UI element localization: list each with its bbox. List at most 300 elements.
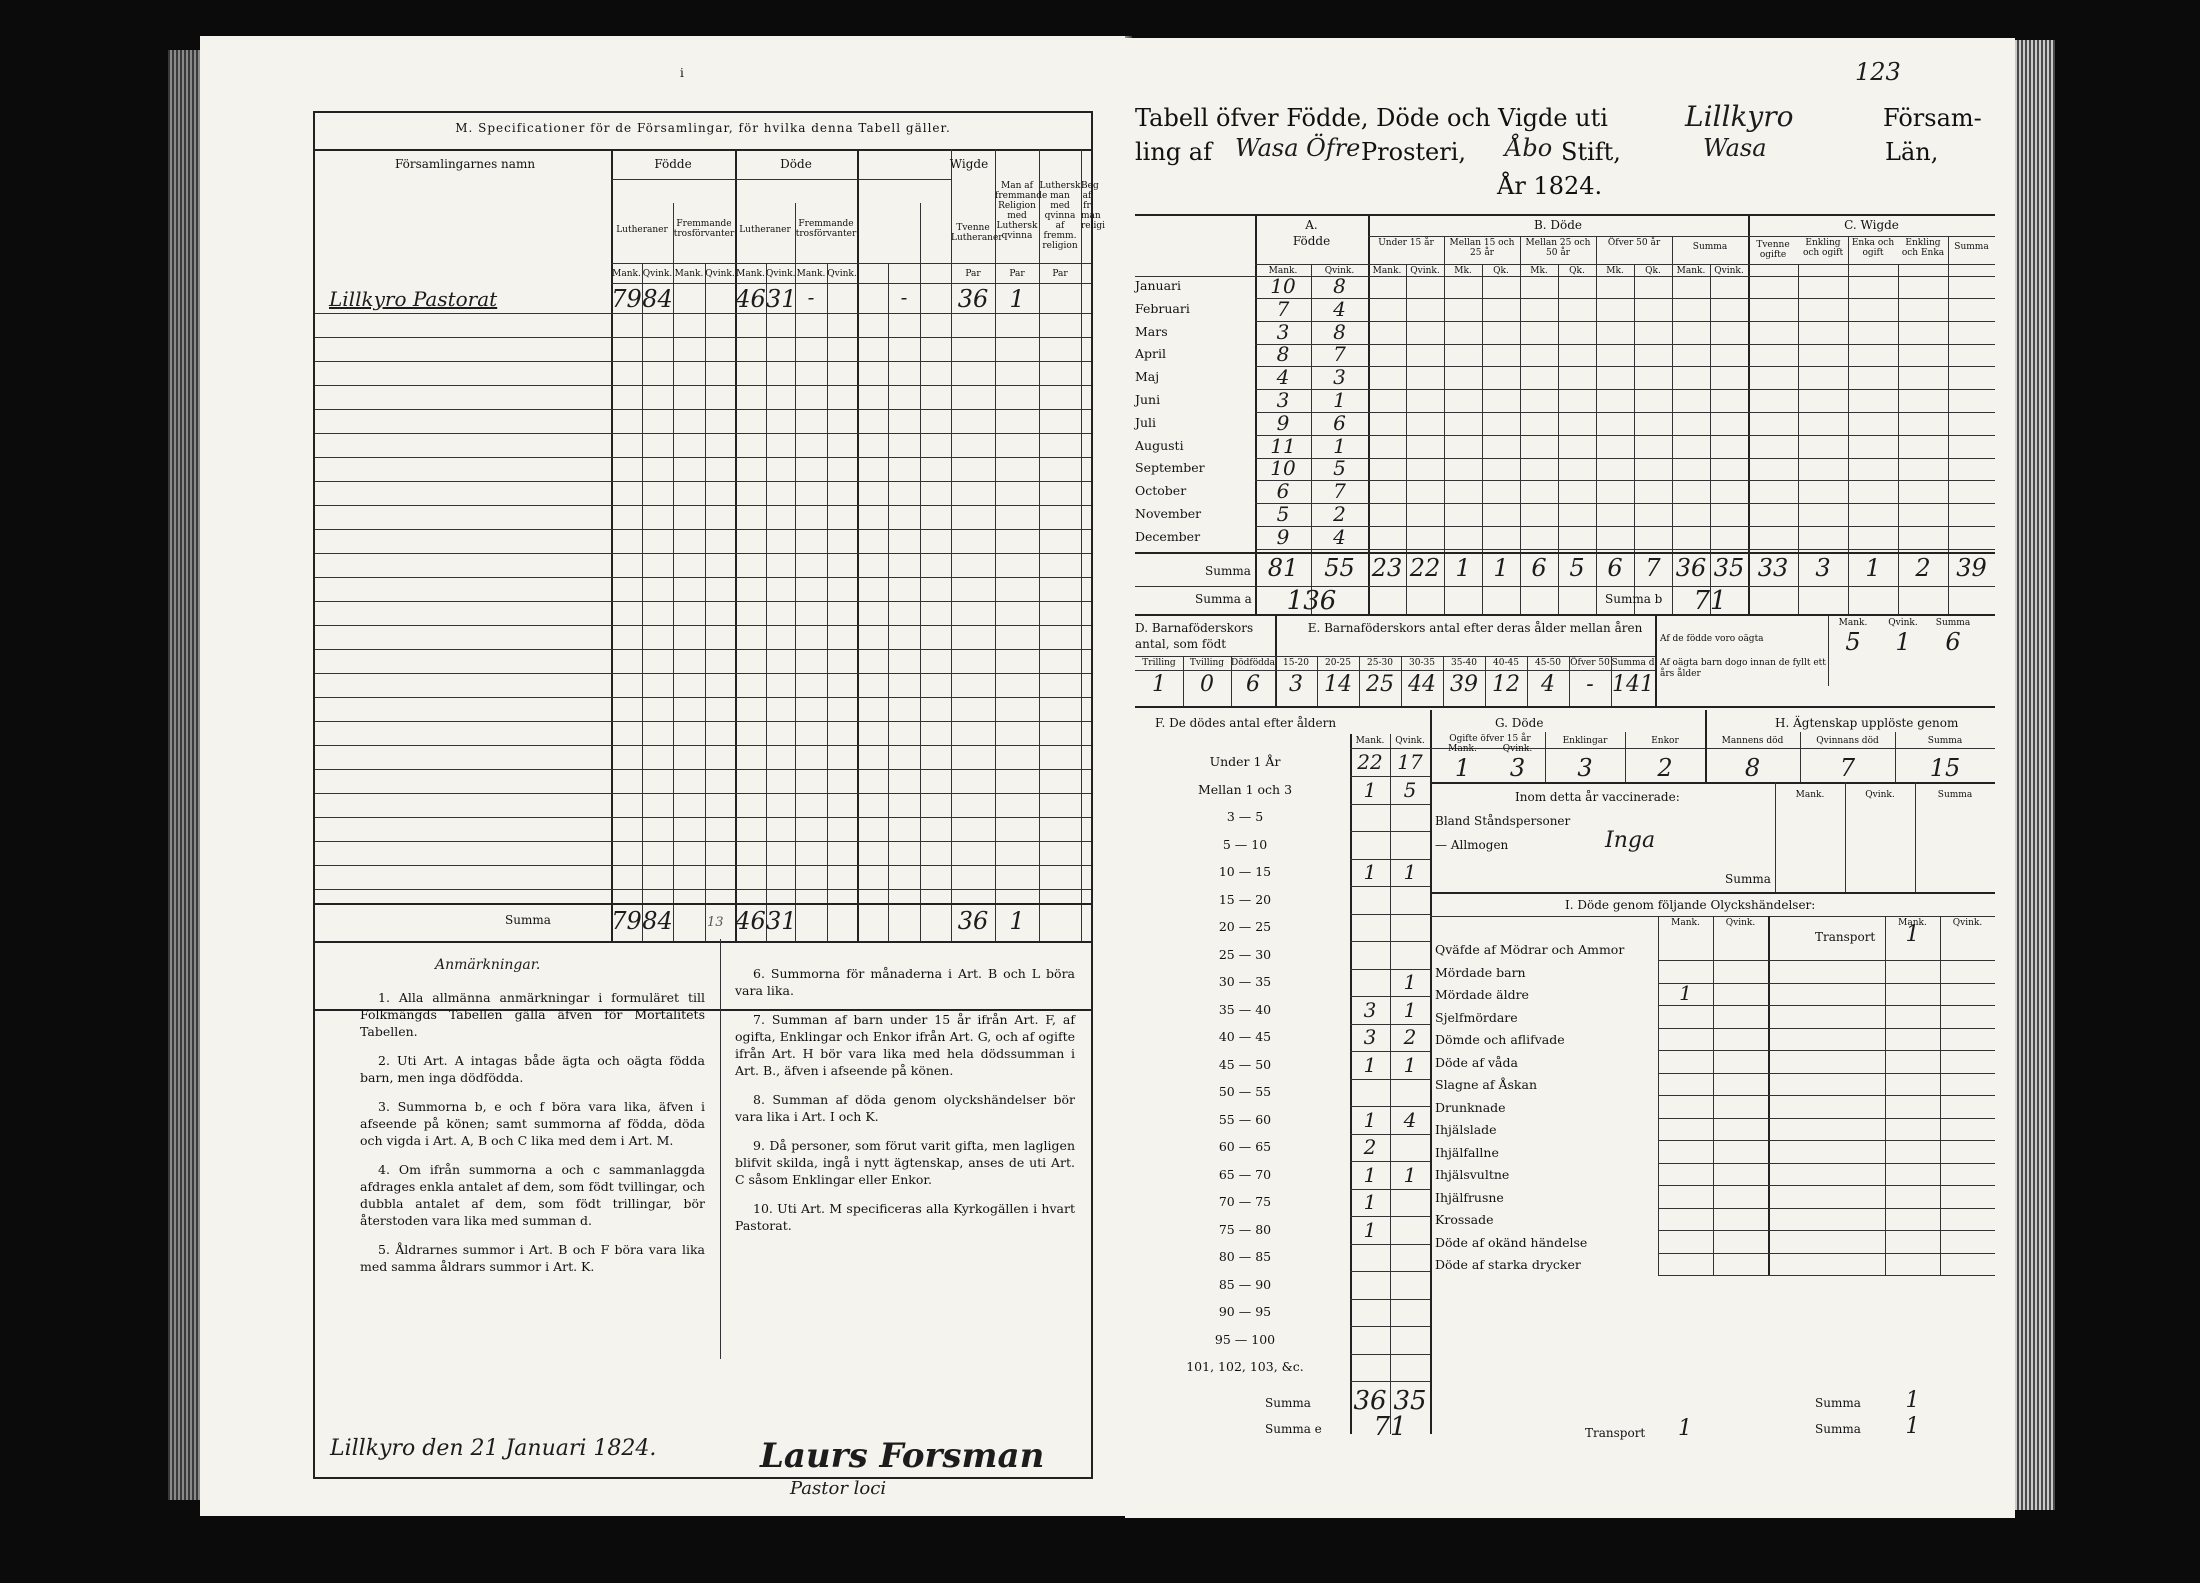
row-line: [1350, 1079, 1430, 1080]
vacc-summa: Summa: [1725, 872, 1771, 886]
sum-value: 1: [1493, 554, 1509, 582]
col-qvink: Qvink.: [1502, 744, 1533, 754]
d-value: 6: [1246, 672, 1260, 697]
accident-label: Mördade barn: [1435, 964, 1526, 980]
e-value: 39: [1450, 672, 1478, 697]
month-label: September: [1135, 460, 1205, 476]
col-mank: Mank.: [1355, 736, 1385, 746]
row-line: [1658, 1208, 1995, 1209]
e-value: -: [1586, 672, 1594, 697]
left-book-edge: [168, 50, 200, 1500]
a-qvink-value: 6: [1333, 410, 1346, 435]
row-line: [1658, 1230, 1995, 1231]
f-mank-value: 22: [1357, 750, 1383, 774]
sum-value: 55: [1324, 554, 1355, 582]
e-col: 45-50: [1535, 658, 1561, 668]
row-line: [1350, 941, 1430, 942]
col-mank: Mank.: [674, 269, 704, 279]
age-label: 101, 102, 103, &c.: [1186, 1359, 1304, 1374]
e-col: 15-20: [1283, 658, 1309, 668]
col-summa: Summa: [1937, 790, 1973, 800]
b-col: Under 15 år: [1378, 238, 1434, 248]
col-par: Par: [1052, 269, 1068, 279]
note: 6. Summorna för månaderna i Art. B och L böra vara lika.: [735, 966, 1075, 998]
age-label: 25 — 30: [1218, 946, 1272, 962]
dash: -: [807, 285, 815, 309]
f-mank-value: 2: [1363, 1135, 1377, 1159]
sec-h: H. Ägtenskap upplöste genom: [1775, 716, 1959, 730]
row-line: [1658, 1050, 1995, 1051]
col-sub: Qk.: [1493, 266, 1509, 276]
e-value: 141: [1612, 672, 1654, 697]
row-line: [1350, 1381, 1430, 1382]
g-enkor: 2: [1657, 754, 1673, 782]
signature-title: Pastor loci: [790, 1478, 887, 1499]
sec-e: E. Barnaföderskors antal efter deras ålder mellan åren: [1307, 621, 1643, 635]
sum-value: 35: [1713, 554, 1745, 582]
f-qvink-value: 4: [1403, 1107, 1417, 1132]
age-label: 65 — 70: [1218, 1166, 1272, 1182]
month-label: Juni: [1135, 392, 1161, 407]
e-col: Öfver 50: [1570, 658, 1610, 668]
i-summa-label: Summa: [1815, 1422, 1861, 1436]
summa-a-value: 136: [1286, 586, 1337, 616]
note: 10. Uti Art. M specificeras alla Kyrkogällen i hvart Pastorat.: [735, 1201, 1075, 1233]
f-summa-qvink: 35: [1393, 1386, 1427, 1416]
f-qvink-value: 1: [1403, 1162, 1417, 1187]
sum-value: 5: [1569, 554, 1585, 582]
g-enklingar: 3: [1577, 754, 1593, 782]
lan-label: Län,: [1885, 138, 1939, 166]
ruled-line: [315, 745, 1091, 746]
f-qvink-value: 5: [1403, 777, 1417, 802]
sum-value: 81: [1267, 554, 1299, 582]
col-qvink: Qvink.: [705, 269, 735, 279]
h-summa: 15: [1929, 754, 1961, 782]
accident-label: Döde af okänd händelse: [1435, 1234, 1588, 1250]
ruled-line: [315, 625, 1091, 626]
left-page: [200, 36, 1125, 1516]
a-mank-value: 11: [1270, 433, 1296, 458]
col-sub: Qvink.: [1714, 266, 1744, 276]
c-col: Enkling och ogift: [1802, 238, 1844, 258]
g-qvink: 3: [1509, 754, 1526, 782]
row-line: [1658, 1118, 1995, 1119]
sec-d: D. Barnaföderskors antal, som födt: [1135, 621, 1254, 651]
parish-handwritten: Lillkyro: [1685, 100, 1794, 133]
f-mank-value: 3: [1363, 1025, 1377, 1049]
vacc-row: — Allmogen: [1435, 838, 1509, 852]
h-col: Summa: [1927, 736, 1963, 746]
a-mank-value: 10: [1270, 456, 1296, 481]
row-line: [1658, 1073, 1995, 1074]
row-line: [1350, 1354, 1430, 1355]
summa-fodde-qvink: 84: [642, 907, 673, 935]
a-qvink-value: 5: [1333, 456, 1346, 481]
i-summa-value: 1: [1905, 1388, 1920, 1413]
ruled-line: [315, 841, 1091, 842]
ruled-line: [315, 337, 1091, 338]
luthersk-man-header: Luthersk man med qvinna af fremm. religion: [1039, 181, 1081, 251]
e-value: 25: [1366, 672, 1394, 697]
accident-mank: 1: [1679, 981, 1692, 1005]
e-value: 44: [1408, 672, 1436, 697]
c-col: Enka och ogift: [1851, 238, 1895, 258]
note: 5. Åldrarnes summor i Art. B och F böra vara lika med samma åldrars summor i Art. K.: [360, 1242, 705, 1274]
f-qvink-value: 2: [1403, 1025, 1417, 1049]
month-label: Augusti: [1135, 437, 1184, 453]
a-mank-value: 9: [1276, 524, 1290, 549]
a-mank-value: 4: [1276, 365, 1290, 390]
a-mank-value: 3: [1276, 388, 1290, 412]
col-mank: Mank.: [736, 269, 765, 279]
parish-header: Församlingarnes namn: [394, 157, 536, 171]
accident-label: Sjelfmördare: [1435, 1009, 1518, 1025]
f-mank-value: 1: [1363, 1190, 1377, 1214]
g-col: Enkor: [1651, 736, 1679, 746]
month-label: April: [1135, 346, 1166, 362]
col-mank: Mank.: [1838, 618, 1868, 628]
f-summa-mank: 36: [1353, 1386, 1387, 1416]
f-mank-value: 1: [1363, 777, 1377, 802]
col-sub: Qvink.: [1324, 266, 1355, 276]
row-line: [1658, 1163, 1995, 1164]
summa-dode-qvink: 31: [766, 907, 797, 935]
a-qvink-value: 2: [1333, 502, 1346, 526]
ruled-line: [315, 649, 1091, 650]
prosteri-handwritten: Wasa Öfre: [1235, 134, 1361, 162]
vacc-row: Bland Ståndspersoner: [1435, 814, 1571, 828]
age-label: Under 1 År: [1209, 754, 1281, 769]
month-label: December: [1135, 528, 1201, 544]
dode-mank-value: 46: [735, 285, 766, 313]
month-label: October: [1135, 483, 1187, 499]
col-qvink: Qvink.: [1725, 918, 1756, 928]
summa-fodde-mank: 79: [611, 907, 642, 935]
sec-a-label: Födde: [1292, 234, 1331, 248]
f-qvink-value: 17: [1397, 750, 1423, 774]
row-line: [1658, 1095, 1995, 1096]
age-label: 3 — 5: [1226, 809, 1264, 824]
signature: Laurs Forsman: [760, 1436, 1045, 1476]
row-line: [1658, 1185, 1995, 1186]
sum-value: 1: [1865, 554, 1881, 582]
c-col: Enkling och Enka: [1901, 238, 1945, 258]
e-col: Summa d: [1611, 658, 1655, 668]
ruled-line: [315, 673, 1091, 674]
col-par: Par: [965, 269, 981, 279]
age-label: 60 — 65: [1218, 1139, 1272, 1154]
e-value: 3: [1289, 672, 1303, 697]
note: 7. Summan af barn under 15 år ifrån Art. F, af ogifta, Enklingar och Enkor ifrån Art. G, och af ogifte ifrån Art. H bör vara lika med hela dödssumman i Art. B., äfven i afseende på könen.: [735, 1012, 1075, 1078]
note: 8. Summan af döda genom olyckshändelser bör vara lika i Art. I och K.: [735, 1092, 1075, 1124]
lutheraner-header: Lutheraner: [616, 225, 668, 235]
a-qvink-value: 3: [1333, 365, 1346, 390]
age-label: 20 — 25: [1218, 919, 1272, 934]
f-mank-value: 3: [1363, 997, 1377, 1022]
col-sub: Mank.: [1372, 266, 1402, 276]
parish-name: Lillkyro Pastorat: [329, 287, 498, 311]
i-summa-label: Summa: [1815, 1396, 1861, 1410]
summa-label: Summa: [1205, 564, 1251, 578]
sec-a: A.: [1305, 218, 1318, 232]
fodde-mank-value: 79: [611, 285, 642, 313]
note: 3. Summorna b, e och f böra vara lika, äfven i afseende på könen; samt summorna af födda, döda och vigda i Art. A, B och C lika med dem i Art. M.: [360, 1099, 705, 1148]
tvenne-header: Tvenne Lutheraner: [951, 223, 1003, 243]
month-label: Mars: [1135, 323, 1168, 339]
age-label: 35 — 40: [1218, 1001, 1272, 1017]
oagta-mank: 5: [1845, 628, 1861, 656]
page-number: 123: [1855, 58, 1901, 86]
title-forsam: Försam-: [1883, 104, 1982, 132]
accident-label: Slagne af Åskan: [1435, 1077, 1538, 1092]
col-mank: Mank.: [1448, 744, 1477, 754]
month-label: November: [1135, 506, 1202, 521]
e-value: 14: [1324, 672, 1352, 697]
month-label: Maj: [1135, 369, 1160, 385]
age-label: 45 — 50: [1218, 1056, 1272, 1072]
age-label: 40 — 45: [1218, 1029, 1272, 1044]
f-qvink-value: 1: [1403, 970, 1417, 994]
note: 2. Uti Art. A intagas både ägta och oägta födda barn, men inga dödfödda.: [360, 1053, 705, 1085]
sum-value: 22: [1409, 554, 1441, 582]
row-line: [1350, 886, 1430, 887]
col-sub: Mank.: [1676, 266, 1706, 276]
age-label: 55 — 60: [1218, 1111, 1272, 1127]
h-qvinnans: 7: [1839, 754, 1856, 782]
a-mank-value: 3: [1276, 319, 1290, 344]
ruled-line: [315, 457, 1091, 458]
accident-label: Dömde och aflifvade: [1435, 1032, 1565, 1047]
f-mank-value: 1: [1363, 1107, 1377, 1132]
row-line: [1350, 1326, 1430, 1327]
transport-bottom-value: 1: [1678, 1416, 1692, 1441]
age-label: 50 — 55: [1218, 1084, 1272, 1099]
month-label: Januari: [1135, 278, 1181, 293]
sum-value: 6: [1531, 554, 1547, 582]
row-line: [1658, 960, 1995, 961]
b-col: Mellan 25 och 50 år: [1525, 238, 1591, 258]
place-date: Lillkyro den 21 Januari 1824.: [330, 1436, 657, 1461]
age-label: 85 — 90: [1218, 1276, 1272, 1292]
summa-man-af: 1: [1009, 907, 1025, 935]
title-text: Tabell öfver Födde, Döde och Vigde uti: [1135, 104, 1608, 132]
ruled-line: [315, 433, 1091, 434]
sec-g: G. Döde: [1495, 716, 1544, 730]
summa-b-label: Summa b: [1605, 592, 1663, 606]
page-marker: i: [680, 66, 684, 80]
d-col: Trilling: [1142, 658, 1176, 668]
col-sub: Mk.: [1454, 266, 1472, 276]
sec-b: B. Döde: [1533, 218, 1583, 232]
col-qvink: Qvink.: [1395, 736, 1425, 746]
b-col: Summa: [1692, 242, 1728, 252]
e-col: 40-45: [1493, 658, 1519, 668]
notes-right: [735, 965, 1075, 1246]
col-summa: Summa: [1935, 618, 1971, 628]
accident-label: Döde af våda: [1435, 1054, 1518, 1070]
year: År 1824.: [1497, 172, 1603, 200]
f-mank-value: 1: [1363, 1162, 1377, 1187]
a-qvink-value: 7: [1333, 479, 1346, 504]
summa-a-label: Summa a: [1195, 592, 1252, 606]
b-col: Mellan 15 och 25 år: [1449, 238, 1515, 258]
col-mank: Mank.: [796, 269, 826, 279]
oagta-qvink: 1: [1895, 628, 1911, 656]
row-line: [1350, 831, 1430, 832]
col-qvink: Qvink.: [642, 269, 673, 279]
man-af-value: 1: [1009, 285, 1025, 313]
row-line: [1350, 804, 1430, 805]
col-sub: Qk.: [1569, 266, 1585, 276]
row-line: [1350, 1244, 1430, 1245]
d-col: Tvilling: [1189, 658, 1225, 668]
note: 4. Om ifrån summorna a och c sammanlaggda afdrages enkla antalet af dem, som födt tvillingar, och dubbla antalet af dem, som födt trillingar, bör återstoden vara lika med summan d.: [360, 1162, 705, 1228]
f-qvink-value: 1: [1403, 860, 1417, 884]
col-qvink: Qvink.: [827, 269, 857, 279]
b-col: Öfver 50 år: [1607, 238, 1661, 248]
stift-label: Stift,: [1561, 138, 1621, 166]
row-line: [1350, 914, 1430, 915]
ruled-line: [315, 601, 1091, 602]
age-label: 70 — 75: [1218, 1194, 1272, 1209]
dode-lutheraner-header: Lutheraner: [739, 225, 791, 235]
a-qvink-value: 8: [1333, 319, 1346, 344]
transport-label: Transport: [1815, 930, 1876, 944]
sum-value: 6: [1607, 554, 1623, 582]
tvenne-value: 36: [957, 285, 989, 313]
accident-label: Mördade äldre: [1435, 987, 1529, 1002]
a-qvink-value: 7: [1333, 342, 1346, 367]
col-qvink: Qvink.: [1952, 918, 1983, 928]
sum-value: 23: [1371, 554, 1403, 582]
row-line: [1658, 1253, 1995, 1254]
sum-value: 7: [1645, 554, 1661, 582]
a-mank-value: 8: [1276, 342, 1290, 367]
month-label: Juli: [1135, 414, 1157, 430]
accident-label: Drunknade: [1435, 1099, 1506, 1115]
ruled-line: [315, 505, 1091, 506]
sum-value: 33: [1757, 554, 1789, 582]
summa-e-label: Summa e: [1265, 1422, 1322, 1436]
age-label: 80 — 85: [1218, 1249, 1272, 1264]
dode-fremmande-header: Fremmande trosförvanter: [795, 219, 857, 239]
lan-handwritten: Wasa: [1703, 134, 1767, 162]
e-col: 20-25: [1325, 658, 1351, 668]
month-label: Februari: [1135, 300, 1190, 316]
h-mannens: 8: [1744, 754, 1761, 782]
accident-label: Ihjälsvultne: [1435, 1167, 1510, 1182]
fodde-header: Födde: [654, 157, 692, 171]
sum-value: 39: [1956, 554, 1987, 582]
accident-label: Krossade: [1435, 1212, 1494, 1227]
right-book-edge: [2015, 40, 2055, 1510]
f-qvink-value: 1: [1403, 1052, 1417, 1077]
transport-bottom-label: Transport: [1585, 1426, 1646, 1440]
summa-b-value: 71: [1693, 586, 1727, 616]
row-line: [1658, 1005, 1995, 1006]
row-line: [1658, 1140, 1995, 1141]
row-line: [1658, 1275, 1995, 1276]
col-qvink: Qvink.: [1865, 790, 1895, 800]
col-mank: Mank.: [1795, 790, 1825, 800]
dode-qvink-value: 31: [766, 285, 797, 313]
beg-header: Beg af fr man religi: [1081, 181, 1106, 231]
row-line: [1350, 1299, 1430, 1300]
title-ling-af: ling af: [1135, 138, 1212, 166]
f-summa-label: Summa: [1265, 1396, 1311, 1410]
e-col: 25-30: [1367, 658, 1393, 668]
h-col: Qvinnans död: [1816, 736, 1879, 746]
col-par: Par: [1009, 269, 1025, 279]
summa-label: Summa: [505, 913, 551, 927]
section-fghi: [1135, 710, 1995, 1470]
a-mank-value: 6: [1276, 479, 1290, 504]
notes-left: [360, 989, 705, 1287]
ruled-line: [315, 817, 1091, 818]
note: 1. Alla allmänna anmärkningar i formuläret till Folkmängds Tabellen gälla äfven för Mortalitets Tabellen.: [360, 990, 705, 1039]
a-qvink-value: 1: [1333, 388, 1346, 412]
summa-mark: 13: [707, 915, 724, 930]
vacc-handwritten: Inga: [1605, 828, 1656, 853]
right-page: [1125, 38, 2015, 1518]
vacc-title: Inom detta år vaccinerade:: [1515, 790, 1680, 804]
g-col: Ogifte öfver 15 år: [1449, 734, 1531, 744]
a-qvink-value: 1: [1333, 433, 1346, 458]
sec-i: I. Döde genom följande Olyckshändelser:: [1565, 898, 1816, 912]
a-mank-value: 7: [1276, 296, 1290, 321]
f-mank-value: 1: [1363, 1217, 1377, 1242]
ruled-line: [315, 529, 1091, 530]
col-sub: Mk.: [1530, 266, 1548, 276]
col-qvink: Qvink.: [1888, 618, 1918, 628]
ruled-line: [315, 889, 1091, 890]
ruled-line: [315, 313, 1091, 314]
d-col: Dödfödda: [1231, 658, 1276, 668]
wigde-header: Wigde: [949, 157, 989, 171]
g-mank: 1: [1454, 754, 1471, 782]
ruled-line: [315, 553, 1091, 554]
a-mank-value: 9: [1276, 410, 1290, 435]
row-line: [1350, 1271, 1430, 1272]
col-mank: Mank.: [612, 269, 641, 279]
h-col: Mannens död: [1721, 736, 1784, 746]
age-label: 30 — 35: [1218, 974, 1272, 989]
age-label: 10 — 15: [1218, 864, 1272, 879]
d-value: 0: [1200, 672, 1214, 697]
e-value: 12: [1492, 672, 1520, 697]
d-value: 1: [1152, 672, 1166, 697]
a-mank-value: 5: [1276, 502, 1290, 526]
row-line: [1255, 549, 1995, 550]
accident-label: Ihjälfallne: [1435, 1144, 1499, 1160]
ruled-line: [315, 385, 1091, 386]
a-mank-value: 10: [1270, 274, 1296, 298]
oagta-label-1: Af de födde voro oägta: [1660, 634, 1764, 644]
specification-table: [313, 111, 1106, 1011]
transport-mank: 1: [1905, 922, 1920, 947]
ruled-line: [315, 481, 1091, 482]
col-qvink: Qvink.: [766, 269, 796, 279]
sum-value: 36: [1675, 554, 1707, 582]
accident-label: Ihjälfrusne: [1435, 1189, 1504, 1205]
a-qvink-value: 8: [1333, 274, 1346, 298]
e-col: 30-35: [1409, 658, 1435, 668]
col-mank: Mank.: [1671, 918, 1700, 928]
summa-dode-mank: 46: [735, 907, 766, 935]
e-col: 35-40: [1451, 658, 1477, 668]
age-label: 5 — 10: [1222, 836, 1268, 852]
